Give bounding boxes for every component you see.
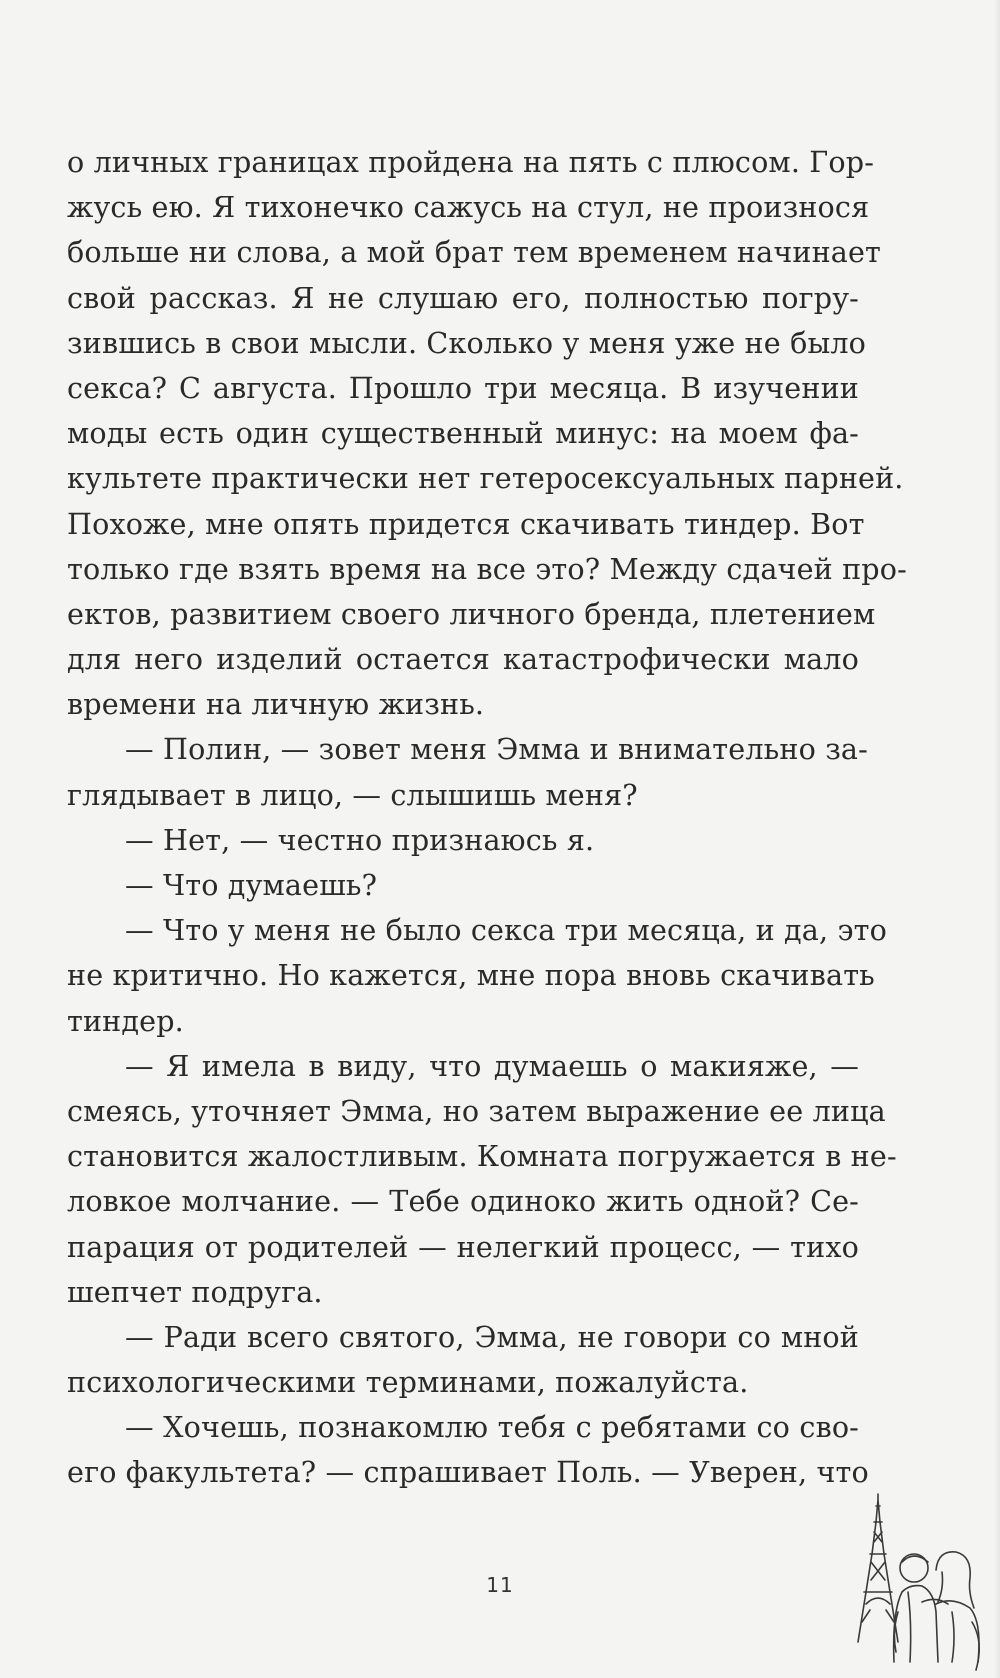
text-line: — Нет, — честно признаюсь я.: [125, 822, 595, 857]
text-line: глядывает в лицо, — слышишь меня?: [67, 777, 638, 812]
text-line: Похоже, мне опять придется скачивать тиндер. Вот: [67, 506, 865, 541]
text-line: ектов, развитием своего личного бренда, плетением: [67, 596, 876, 631]
scan-edge: [994, 0, 1000, 1678]
text-line: парация от родителей — нелегкий процесс, — тихо: [67, 1229, 859, 1264]
text-line: становится жалостливым. Комната погружается в не-: [67, 1139, 897, 1174]
text-line: — Что у меня не было секса три месяца, и да, это: [125, 913, 887, 948]
text-line: — Я имела в виду, что думаешь о макияже, —: [125, 1048, 859, 1083]
text-line: больше ни слова, а мой брат тем временем начинает: [67, 235, 882, 270]
text-line: — Что думаешь?: [125, 868, 378, 902]
text-line: не критично. Но кажется, мне пора вновь скачивать: [67, 958, 875, 993]
page-number: 11: [486, 1573, 514, 1597]
text-line: шепчет подруга.: [67, 1274, 323, 1309]
text-line: о личных границах пройдена на пять с плюсом. Гор-: [67, 145, 875, 179]
text-line: психологическими терминами, пожалуйста.: [67, 1365, 749, 1400]
text-line: секса? С августа. Прошло три месяца. В изучении: [67, 370, 859, 405]
text-line: только где взять время на все это? Между сдачей про-: [67, 551, 907, 586]
text-line: — Хочешь, познакомлю тебя с ребятами со сво-: [125, 1410, 859, 1445]
text-line: — Полин, — зовет меня Эмма и внимательно за-: [125, 732, 868, 767]
text-line: — Ради всего святого, Эмма, не говори со мной: [125, 1319, 859, 1354]
eiffel-tower-couple-icon: [852, 1492, 992, 1678]
text-line: моды есть один существенный минус: на моем фа-: [67, 416, 859, 451]
text-line: его факультета? — спрашивает Поль. — Уверен, что: [67, 1455, 869, 1490]
text-line: жусь ею. Я тихонечко сажусь на стул, не произнося: [67, 190, 870, 225]
text-line: времени на личную жизнь.: [67, 687, 485, 722]
text-line: ловкое молчание. — Тебе одиноко жить одной? Се-: [67, 1184, 859, 1219]
text-line: тиндер.: [67, 1003, 184, 1038]
text-line: для него изделий остается катастрофически мало: [67, 642, 859, 677]
text-line: смеясь, уточняет Эмма, но затем выражение ее лица: [67, 1093, 886, 1128]
text-line: зившись в свои мысли. Сколько у меня уже не было: [67, 325, 867, 360]
body-text: [67, 140, 907, 1496]
text-line: свой рассказ. Я не слушаю его, полностью погру-: [67, 280, 859, 315]
text-line: культете практически нет гетеросексуальных парней.: [67, 461, 904, 496]
